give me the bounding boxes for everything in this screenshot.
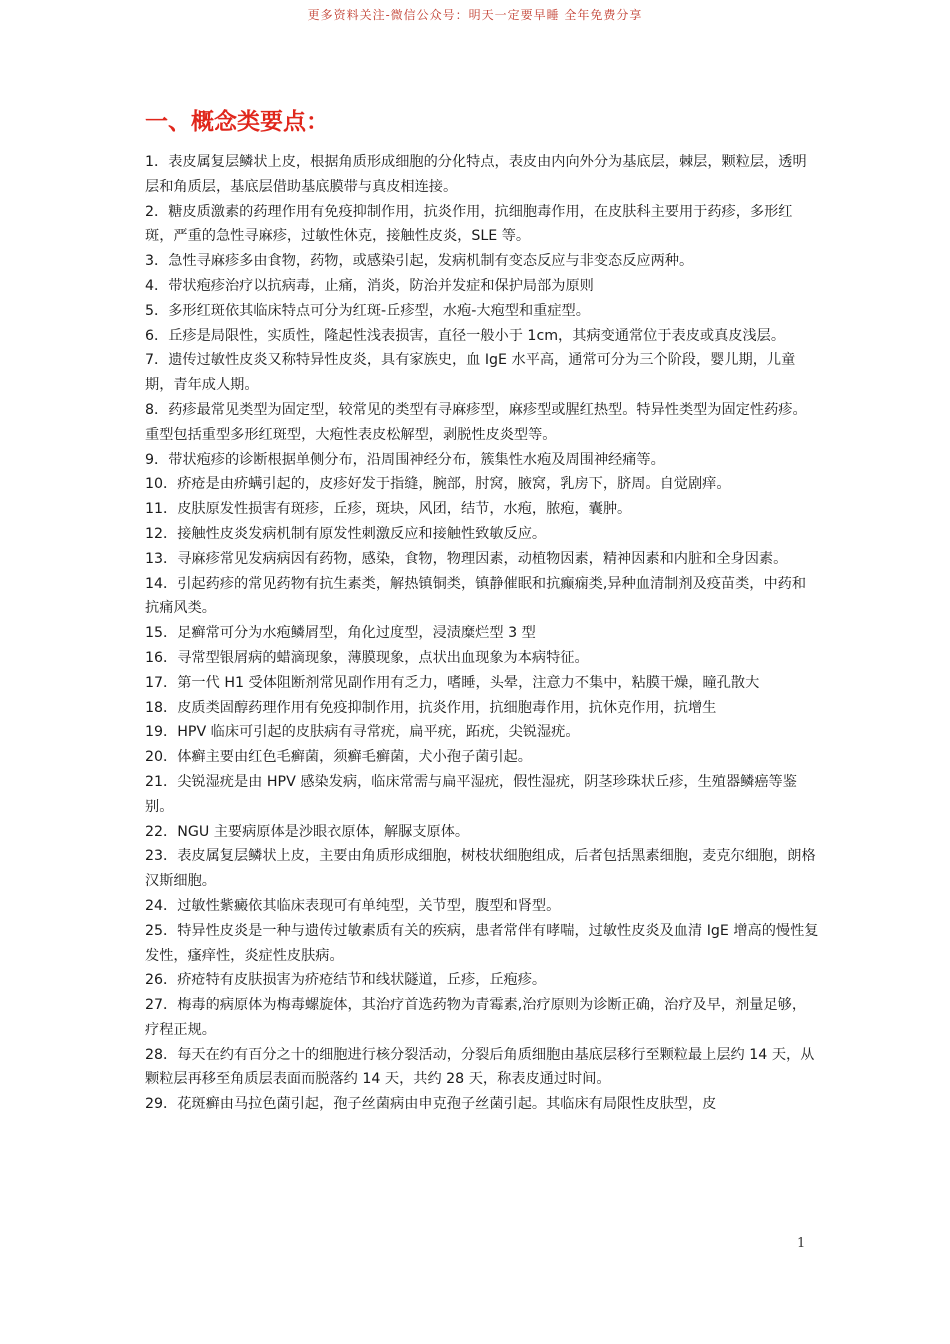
list-item: 6．丘疹是局限性，实质性，隆起性浅表损害，直径一般小于 1cm，其病变通常位于表皮或真皮浅层。 bbox=[145, 327, 786, 344]
list-item: 29．花斑癣由马拉色菌引起，孢子丝菌病由申克孢子丝菌引起。其临床有局限性皮肤型，皮 bbox=[145, 1096, 717, 1113]
list-item: 13．寻麻疹常见发病病因有药物，感染，食物，物理因素，动植物因素，精神因素和内脏和全身因素。 bbox=[145, 550, 788, 567]
list-item: 16．寻常型银屑病的蜡滴现象，薄膜现象，点状出血现象为本病特征。 bbox=[145, 649, 589, 666]
page-number: 1 bbox=[797, 1236, 806, 1251]
point-list bbox=[145, 150, 820, 1117]
list-item: 24．过敏性紫癜依其临床表现可有单纯型，关节型，腹型和肾型。 bbox=[145, 897, 561, 914]
list-item: 5．多形红斑依其临床特点可分为红斑-丘疹型，水疱-大疱型和重症型。 bbox=[145, 302, 590, 319]
list-item: 25．特异性皮炎是一种与遗传过敏素质有关的疾病，患者常伴有哮喘，过敏性皮炎及血清 IgE 增高的慢性复发性，瘙痒性，炎症性皮肤病。 bbox=[145, 922, 819, 964]
list-item: 9．带状疱疹的诊断根据单侧分布，沿周围神经分布，簇集性水疱及周围神经痛等。 bbox=[145, 451, 665, 468]
list-item: 8．药疹最常见类型为固定型，较常见的类型有寻麻疹型，麻疹型或腥红热型。特异性类型为固定性药疹。重型包括重型多形红斑型，大疱性表皮松解型，剥脱性皮炎型等。 bbox=[145, 401, 807, 443]
list-item: 10．疥疮是由疥螨引起的，皮疹好发于指缝，腕部，肘窝，腋窝，乳房下，脐周。自觉剧痒。 bbox=[145, 476, 731, 493]
list-item: 11．皮肤原发性损害有斑疹，丘疹，斑块，风团，结节，水疱，脓疱，囊肿。 bbox=[145, 501, 632, 518]
list-item: 18．皮质类固醇药理作用有免疫抑制作用，抗炎作用，抗细胞毒作用，抗休克作用，抗增生 bbox=[145, 699, 717, 716]
list-item: 2．糖皮质激素的药理作用有免疫抑制作用，抗炎作用，抗细胞毒作用，在皮肤科主要用于药疹，多形红斑，严重的急性寻麻疹，过敏性休克，接触性皮炎，SLE 等。 bbox=[145, 203, 793, 245]
page-header: 更多资料关注-微信公众号：明天一定要早睡 全年免费分享 bbox=[307, 8, 643, 22]
list-item: 27．梅毒的病原体为梅毒螺旋体，其治疗首选药物为青霉素,治疗原则为诊断正确，治疗及早，剂量足够，疗程正规。 bbox=[145, 997, 807, 1038]
list-item: 23．表皮属复层鳞状上皮，主要由角质形成细胞，树枝状细胞组成，后者包括黑素细胞，麦克尔细胞，朗格汉斯细胞。 bbox=[145, 848, 816, 890]
list-item: 17．第一代 H1 受体阻断剂常见副作用有乏力，嗜睡，头晕，注意力不集中，粘膜干燥，瞳孔散大 bbox=[145, 674, 760, 691]
list-item: 1．表皮属复层鳞状上皮，根据角质形成细胞的分化特点，表皮由内向外分为基底层，棘层，颗粒层，透明层和角质层，基底层借助基底膜带与真皮相连接。 bbox=[145, 154, 807, 195]
list-item: 3．急性寻麻疹多由食物，药物，或感染引起，发病机制有变态反应与非变态反应两种。 bbox=[145, 253, 694, 270]
list-item: 22．NGU 主要病原体是沙眼衣原体，解脲支原体。 bbox=[145, 823, 470, 840]
list-item: 14．引起药疹的常见药物有抗生素类，解热镇铜类，镇静催眠和抗癫痫类,异种血清制剂及疫苗类，中药和抗痛风类。 bbox=[145, 575, 807, 617]
list-item: 19．HPV 临床可引起的皮肤病有寻常疣，扁平疣，跖疣，尖锐湿疣。 bbox=[145, 724, 580, 741]
list-item: 12．接触性皮炎发病机制有原发性刺激反应和接触性致敏反应。 bbox=[145, 525, 547, 542]
list-item: 15．足癣常可分为水疱鳞屑型，角化过度型，浸渍糜烂型 3 型 bbox=[145, 625, 536, 642]
section-title: 一、概念类要点： bbox=[145, 109, 329, 135]
list-item: 26．疥疮特有皮肤损害为疥疮结节和线状隧道，丘疹，丘疱疹。 bbox=[145, 972, 547, 989]
list-item: 21．尖锐湿疣是由 HPV 感染发病，临床常需与扁平湿疣，假性湿疣，阴茎珍珠状丘疹，生殖器鳞癌等鉴别。 bbox=[145, 773, 797, 815]
list-item: 20．体癣主要由红色毛癣菌，须癣毛癣菌，犬小孢子菌引起。 bbox=[145, 749, 532, 766]
list-item: 7．遗传过敏性皮炎又称特异性皮炎，具有家族史，血 IgE 水平高，通常可分为三个阶段，婴儿期，儿童期，青年成人期。 bbox=[145, 352, 796, 394]
list-item: 28．每天在约有百分之十的细胞进行核分裂活动，分裂后角质细胞由基底层移行至颗粒最上层约 14 天，从颗粒层再移至角质层表面而脱落约 14 天，共约 28 天，称表皮通过时间。 bbox=[145, 1046, 815, 1088]
list-item: 4．带状疱疹治疗以抗病毒，止痛，消炎，防治并发症和保护局部为原则 bbox=[145, 277, 594, 294]
